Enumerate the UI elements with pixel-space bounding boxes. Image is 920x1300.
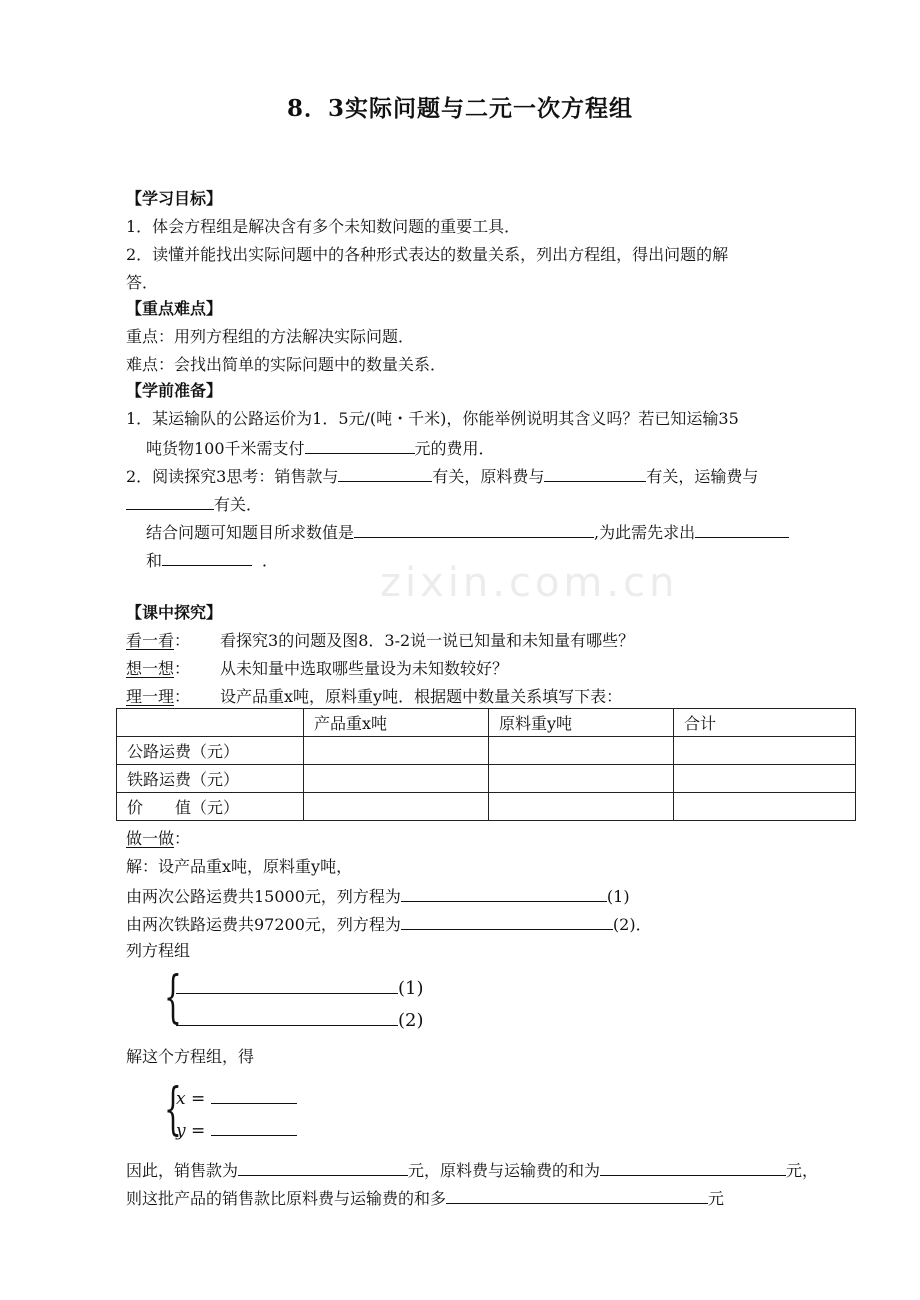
prep-q3b-text: 和 [146,551,163,570]
prep-question-2a [126,464,758,488]
difficulty-line: 难点：会找出简单的实际问题中的数量关系． [126,355,447,374]
think-text: 从未知量中选取哪些量设为未知数较好？ [220,659,509,678]
table-row [117,793,856,821]
work-label: 做一做 [126,829,175,848]
prep-q3b-tail: ． [262,551,279,570]
table-row-label: 铁路运费（元） [117,765,304,793]
work-line-6-tail: 元， [786,1161,819,1180]
prep-q2a-mid1: 有关，原料费与 [432,467,545,486]
answer-blank[interactable] [176,976,398,994]
work-line-1: 解：设产品重x吨，原料重y吨， [126,857,353,876]
table-row-label: 公路运费（元） [117,737,304,765]
look-colon: ： [174,631,191,650]
answer-blank[interactable] [401,912,613,930]
answer-blank[interactable] [162,548,252,566]
table-cell[interactable] [674,737,856,765]
prep-question-2b [126,492,262,516]
work-heading [126,828,190,850]
prep-q2a-text: 2．阅读探究3思考：销售款与 [126,467,339,486]
work-line-3 [126,912,652,936]
table-header-cell: 合计 [674,709,856,737]
answer-blank[interactable] [238,1158,408,1176]
table-cell[interactable] [304,793,489,821]
prep-q1b-tail: 元的费用． [414,439,495,458]
work-line-3-tail: (2)． [612,915,652,934]
look-text: 看探究3的问题及图8．3-2说一说已知量和未知量有哪些？ [220,631,635,650]
think-label: 想一想 [126,659,175,678]
table-cell[interactable] [489,765,674,793]
prep-question-1a: 1．某运输队的公路运价为1．5元/(吨・千米)，你能举例说明其含义吗？若已知运输35 [126,409,739,428]
work-line-7 [126,1186,724,1210]
system-eq-1 [176,976,424,1000]
answer-blank[interactable] [176,1008,398,1026]
table-row [117,765,856,793]
goal-line-2a: 2．读懂并能找出实际问题中的各种形式表达的数量关系，列出方程组，得出问题的解 [126,245,729,264]
table-header-cell [117,709,304,737]
key-point-line: 重点：用列方程组的方法解决实际问题． [126,327,415,346]
answer-blank[interactable] [354,520,594,538]
work-colon: ： [174,829,191,848]
prep-question-1b [146,436,495,460]
table-cell[interactable] [489,793,674,821]
table-cell[interactable] [489,737,674,765]
table-row [117,737,856,765]
prep-q2a-mid2: 有关，运输费与 [646,467,759,486]
table-header-cell: 产品重x吨 [304,709,489,737]
eq-1-label: (1) [398,978,424,999]
look-line [126,630,634,652]
answer-blank[interactable] [544,464,646,482]
answer-blank[interactable] [338,464,432,482]
heading-in-class: 【课中探究】 [126,603,223,622]
work-line-3-text: 由两次铁路运费共97200元，列方程为 [126,915,401,934]
solution-x [176,1086,297,1110]
table-cell[interactable] [304,737,489,765]
goal-line-1: 1．体会方程组是解决含有多个未知数问题的重要工具． [126,217,521,236]
answer-blank[interactable] [211,1118,297,1136]
watermark: zixin.com.cn [380,560,679,606]
work-line-4: 列方程组 [126,941,191,960]
work-line-6-mid: 元，原料费与运输费的和为 [408,1161,601,1180]
table-cell[interactable] [304,765,489,793]
work-line-5: 解这个方程组，得 [126,1047,255,1066]
sort-text: 设产品重x吨，原料重y吨．根据题中数量关系填写下表： [220,687,623,706]
answer-blank[interactable] [401,884,607,902]
sort-line [126,686,622,708]
table-row-label: 价 值（元） [117,793,304,821]
prep-question-3b [146,548,278,572]
work-line-7-tail: 元 [708,1189,725,1208]
work-line-6-text: 因此，销售款为 [126,1161,239,1180]
answer-blank[interactable] [211,1086,297,1104]
sort-colon: ： [174,687,191,706]
work-line-6 [126,1158,818,1182]
work-line-2-text: 由两次公路运费共15000元，列方程为 [126,887,401,906]
table-header-row [117,709,856,737]
eq-2-label: (2) [398,1010,424,1031]
table-header-cell: 原料重y吨 [489,709,674,737]
prep-q1b-text: 吨货物100千米需支付 [146,439,305,458]
table-cell[interactable] [674,793,856,821]
work-line-2 [126,884,630,908]
heading-preparation: 【学前准备】 [126,381,223,400]
answer-blank[interactable] [126,492,214,510]
answer-blank[interactable] [305,436,415,454]
y-equals: y = [176,1121,206,1141]
heading-learning-goals: 【学习目标】 [126,189,223,208]
data-table [116,708,856,821]
solution-y [176,1118,297,1142]
prep-q3a-text: 结合问题可知题目所求数值是 [146,523,355,542]
look-label: 看一看 [126,631,175,650]
system-eq-2 [176,1008,424,1032]
work-line-7-text: 则这批产品的销售款比原料费与运输费的和多 [126,1189,447,1208]
x-equals: x = [176,1089,206,1109]
prep-question-3a [146,520,789,544]
answer-blank[interactable] [446,1186,708,1204]
prep-q2b-tail: 有关． [214,495,263,514]
goal-line-2b: 答． [126,273,159,292]
think-colon: ： [174,659,191,678]
left-brace: { [164,1077,182,1142]
answer-blank[interactable] [600,1158,786,1176]
work-line-2-tail: (1) [606,887,630,906]
page-title: 8．3实际问题与二元一次方程组 [286,95,633,122]
answer-blank[interactable] [695,520,789,538]
heading-key-points: 【重点难点】 [126,299,223,318]
prep-q3a-mid: ,为此需先求出 [594,523,696,542]
sort-label: 理一理 [126,687,175,706]
think-line [126,658,508,680]
table-cell[interactable] [674,765,856,793]
left-brace: { [164,965,182,1030]
